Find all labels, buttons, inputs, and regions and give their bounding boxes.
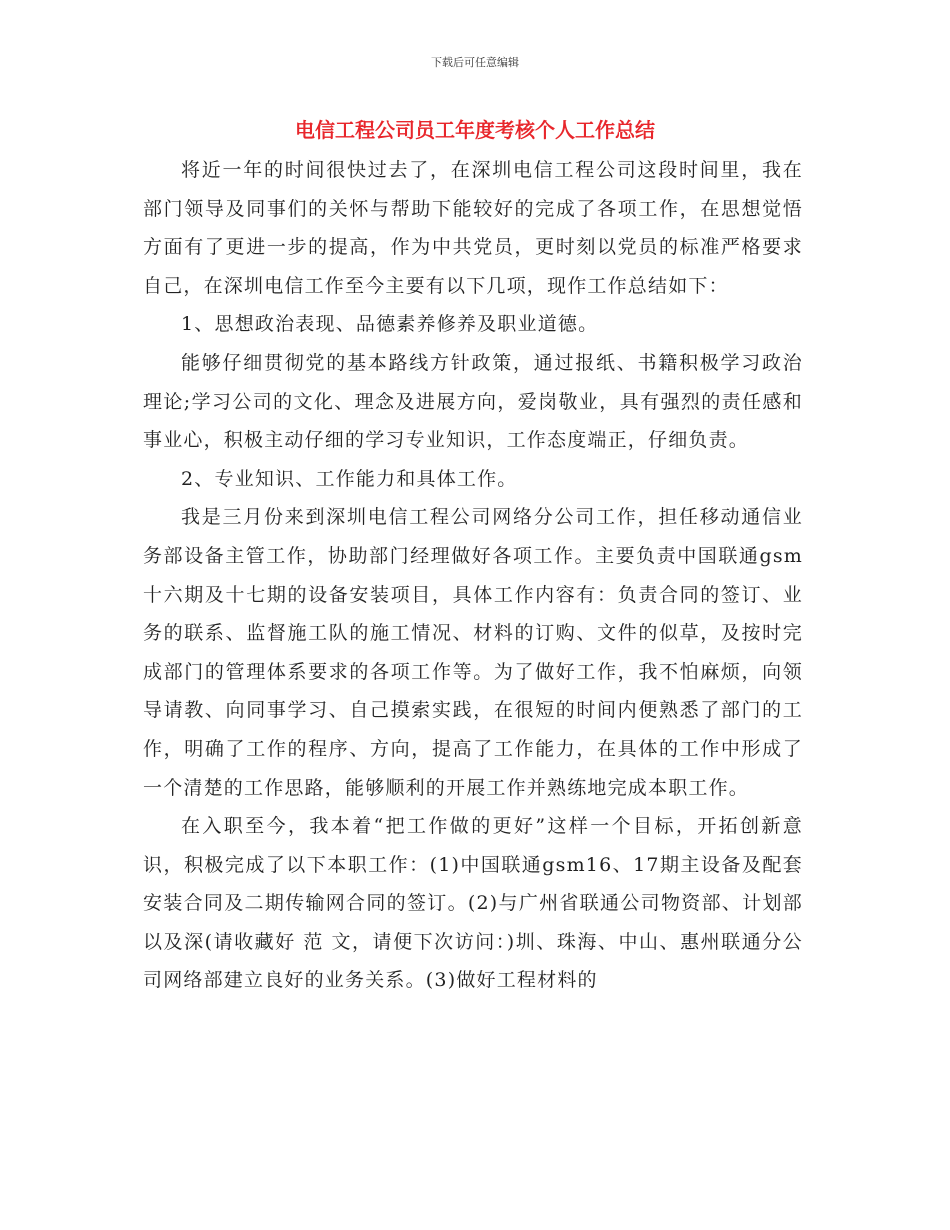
section-heading-1: 1、思想政治表现、品德素养修养及职业道德。 <box>181 313 599 336</box>
paragraph-achievements: 在入职至今，我本着“把工作做的更好”这样一个目标，开拓创新意识，积极完成了以下本职工作：(1)中国联通gsm16、17期主设备及配套安装合同及二期传输网合同的签订。(2)与广州省联通公司物资部、计划部以及深(请收藏好 范 文，请便下次访问：)圳、珠海、中山、惠州联通分公司网络部建立良好的业务关系。(3)做好工程材料的 <box>143 815 803 992</box>
paragraph-work: 我是三月份来到深圳电信工程公司网络分公司工作，担任移动通信业务部设备主管工作，协助部门经理做好各项工作。主要负责中国联通gsm十六期及十七期的设备安装项目，具体工作内容有：负责合同的签订、业务的联系、监督施工队的施工情况、材料的订购、文件的似草，及按时完成部门的管理体系要求的各项工作等。为了做好工作，我不怕麻烦，向领导请教、向同事学习、自己摸索实践，在很短的时间内便熟悉了部门的工作，明确了工作的程序、方向，提高了工作能力，在具体的工作中形成了一个清楚的工作思路，能够顺利的开展工作并熟练地完成本职工作。 <box>143 506 803 799</box>
document-body <box>143 151 803 1000</box>
document-title: 电信工程公司员工年度考核个人工作总结 <box>295 118 655 142</box>
page-header-note: 下载后可任意编辑 <box>431 56 519 69</box>
paragraph-intro: 将近一年的时间很快过去了，在深圳电信工程公司这段时间里，我在部门领导及同事们的关怀与帮助下能较好的完成了各项工作，在思想觉悟方面有了更进一步的提高，作为中共党员，更时刻以党员的标准严格要求自己，在深圳电信工作至今主要有以下几项，现作工作总结如下： <box>143 159 803 297</box>
section-heading-2: 2、专业知识、工作能力和具体工作。 <box>181 467 518 490</box>
paragraph-political: 能够仔细贯彻党的基本路线方针政策，通过报纸、书籍积极学习政治理论;学习公司的文化、理念及进展方向，爱岗敬业，具有强烈的责任感和事业心，积极主动仔细的学习专业知识，工作态度端正，仔细负责。 <box>143 351 803 452</box>
